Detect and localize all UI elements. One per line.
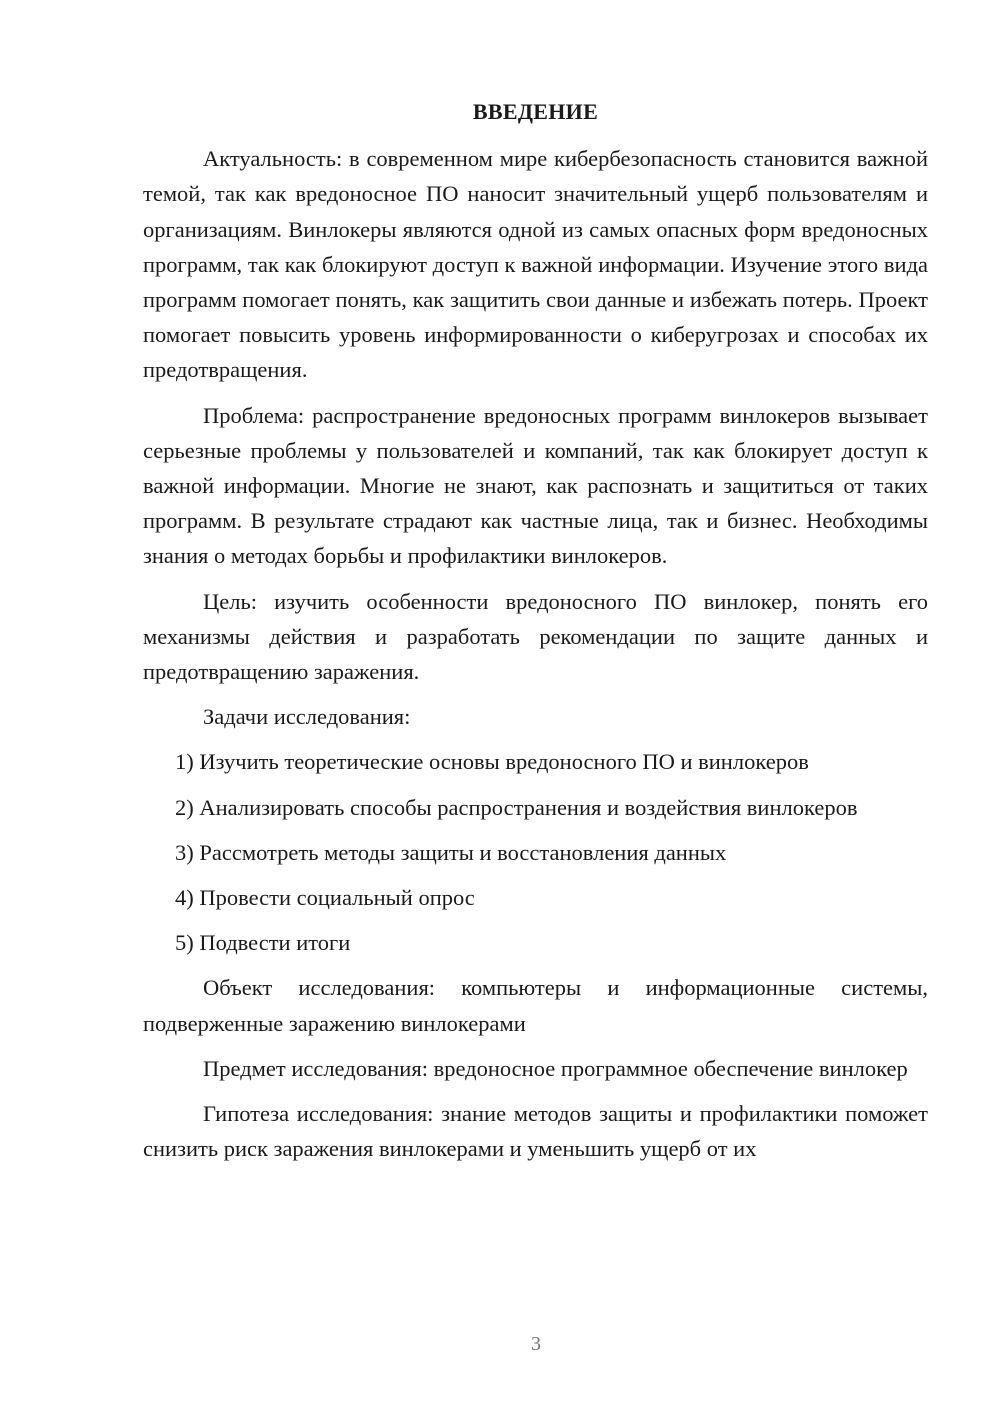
object-paragraph: Объект исследования: компьютеры и информационные системы, подверженные заражению винлокерами [143,975,928,1036]
task-item-4: 4) Провести социальный опрос [175,885,475,911]
hypothesis-paragraph: Гипотеза исследования: знание методов защиты и профилактики поможет снизить риск заражения винлокерами и уменьшить ущерб от их [143,1101,928,1162]
subject-paragraph: Предмет исследования: вредоносное программное обеспечение винлокер [203,1055,908,1081]
problem-paragraph: Проблема: распространение вредоносных программ винлокеров вызывает серьезные проблемы у пользователей и компаний, так как блокирует доступ к важной информации. Многие не знают, как распознать и защититься от таких программ. В результате страдают как частные лица, так и бизнес. Необходимы знания о методах борьбы и профилактики винлокеров. [143,402,928,569]
tasks-heading: Задачи исследования: [203,704,411,730]
goal-paragraph: Цель: изучить особенности вредоносного ПО винлокер, понять его механизмы действия и разработать рекомендации по защите данных и предотвращению заражения. [143,588,928,685]
task-item-5: 5) Подвести итоги [175,930,351,956]
section-title: ВВЕДЕНИЕ [472,99,599,124]
task-item-3: 3) Рассмотреть методы защиты и восстановления данных [175,839,727,865]
task-item-1: 1) Изучить теоретические основы вредоносного ПО и винлокеров [175,749,809,775]
page-content [143,94,928,1176]
task-item-2: 2) Анализировать способы распространения и воздействия винлокеров [175,794,858,820]
page-number: 3 [531,1333,541,1355]
relevance-paragraph: Актуальность: в современном мире кибербезопасность становится важной темой, так как вредоносное ПО наносит значительный ущерб пользователям и организациям. Винлокеры являются одной из самых опасных форм вредоносных программ, так как блокируют доступ к важной информации. Изучение этого вида программ помогает понять, как защитить свои данные и избежать потерь. Проект помогает повысить уровень информированности о киберугрозах и способах их предотвращения. [143,146,928,383]
